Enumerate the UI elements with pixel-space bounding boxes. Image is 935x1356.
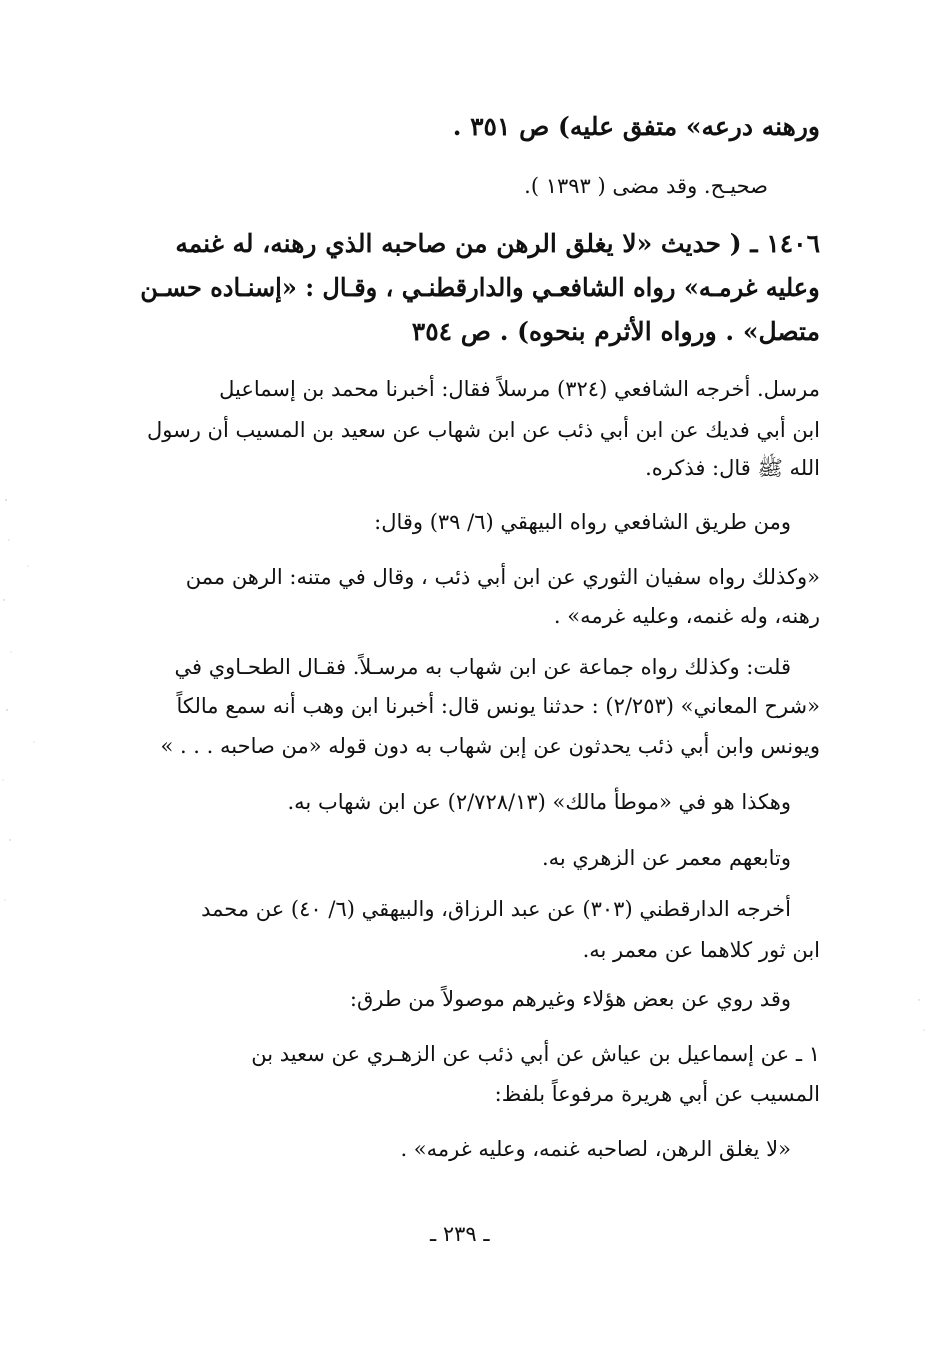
page-number: ـ ٢٣٩ ـ: [430, 1222, 490, 1246]
text-line-8: الله ﷺ قال: فذكره.: [645, 456, 820, 480]
text-line-11: رهنه، وله غنمه، وعليه غرمه» .: [553, 604, 820, 628]
text-line-9: ومن طريق الشافعي رواه البيهقي (٦/ ٣٩) وقال:: [374, 510, 791, 534]
text-line-14: ويونس وابن أبي ذئب يحدثون عن إبن شهاب به دون قوله «من صاحبه . . . »: [160, 734, 820, 758]
text-line-22: «لا يغلق الرهن، لصاحبه غنمه، وعليه غرمه» .: [400, 1137, 791, 1161]
text-line-2: صحيـح. وقد مضى ( ١٣٩٣ ).: [524, 174, 768, 198]
text-line-4: وعليه غرمـه» رواه الشافعـي والدارقطنـي ، وقـال : «إسنـاده حسـن: [140, 273, 820, 302]
text-line-19: وقد روي عن بعض هؤلاء وغيرهم موصولاً من طرق:: [349, 987, 791, 1011]
text-line-3: ١٤٠٦ ـ ( حديث «لا يغلق الرهن من صاحبه الذي رهنه، له غنمه: [175, 229, 820, 258]
text-line-15: وهكذا هو في «موطأ مالك» (٢/٧٢٨/١٣) عن ابن شهاب به.: [287, 790, 791, 814]
text-line-17: أخرجه الدارقطني (٣٠٣) عن عبد الرزاق، والبيهقي (٦/ ٤٠) عن محمد: [201, 897, 791, 921]
text-line-18: ابن ثور كلاهما عن معمر به.: [582, 938, 820, 962]
text-line-13: «شرح المعاني» (٢/٢٥٣) : حدثنا يونس قال: أخبرنا ابن وهب أنه سمع مالكاً: [176, 694, 820, 718]
text-line-1: ورهنه درعه» متفق عليه) ص ٣٥١ .: [452, 112, 820, 141]
text-line-16: وتابعهم معمر عن الزهري به.: [541, 846, 791, 870]
text-line-7: ابن أبي فديك عن ابن أبي ذئب عن ابن شهاب عن سعيد بن المسيب أن رسول: [147, 418, 820, 442]
text-line-12: قلت: وكذلك رواه جماعة عن ابن شهاب به مرسـلاً. فقـال الطحـاوي في: [174, 655, 791, 679]
text-line-20: ١ ـ عن إسماعيل بن عياش عن أبي ذئب عن الزهـري عن سعيد بن: [251, 1042, 820, 1066]
text-line-5: متصل» . ورواه الأثرم بنحوه) . ص ٣٥٤: [411, 317, 820, 346]
text-line-6: مرسل. أخرجه الشافعي (٣٢٤) مرسلاً فقال: أخبرنا محمد بن إسماعيل: [219, 377, 820, 401]
text-line-10: «وكذلك رواه سفيان الثوري عن ابن أبي ذئب ، وقال في متنه: الرهن ممن: [185, 565, 820, 589]
text-line-21: المسيب عن أبي هريرة مرفوعاً بلفظ:: [494, 1082, 820, 1106]
